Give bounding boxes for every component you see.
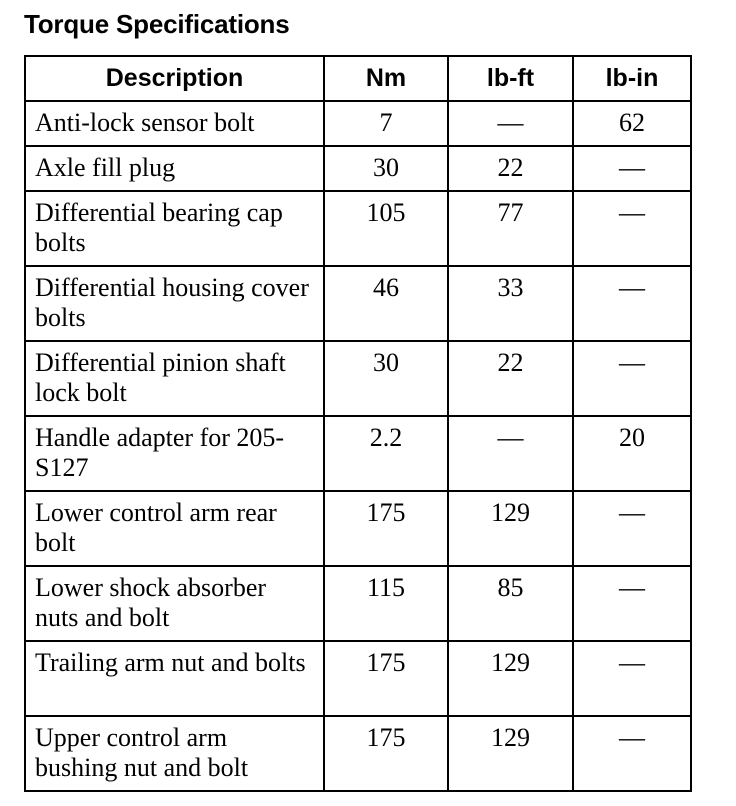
cell-lb-in: — xyxy=(573,266,691,341)
table-row xyxy=(25,266,691,341)
table-row xyxy=(25,416,691,491)
table-row xyxy=(25,101,691,146)
cell-lb-in: 20 xyxy=(573,416,691,491)
cell-lb-ft: — xyxy=(448,416,573,491)
table-header-row xyxy=(25,56,691,101)
cell-lb-ft: 33 xyxy=(448,266,573,341)
cell-lb-in: — xyxy=(573,641,691,716)
cell-nm: 46 xyxy=(324,266,448,341)
cell-nm: 115 xyxy=(324,566,448,641)
cell-nm: 2.2 xyxy=(324,416,448,491)
cell-nm: 175 xyxy=(324,491,448,566)
cell-description: Differential pinion shaft lock bolt xyxy=(25,341,324,416)
cell-description: Handle adapter for 205-S127 xyxy=(25,416,324,491)
cell-lb-ft: 85 xyxy=(448,566,573,641)
cell-lb-ft: 22 xyxy=(448,341,573,416)
cell-nm: 175 xyxy=(324,716,448,791)
cell-lb-ft: 22 xyxy=(448,146,573,191)
cell-description: Axle fill plug xyxy=(25,146,324,191)
cell-lb-ft: — xyxy=(448,101,573,146)
header-lb-in: lb-in xyxy=(573,56,691,101)
torque-spec-table xyxy=(24,55,692,792)
header-description: Description xyxy=(25,56,324,101)
cell-description: Differential bearing cap bolts xyxy=(25,191,324,266)
cell-nm: 7 xyxy=(324,101,448,146)
cell-lb-in: — xyxy=(573,491,691,566)
cell-description: Trailing arm nut and bolts xyxy=(25,641,324,716)
cell-description: Lower shock absorber nuts and bolt xyxy=(25,566,324,641)
table-row xyxy=(25,191,691,266)
cell-lb-ft: 77 xyxy=(448,191,573,266)
page-title: Torque Specifications xyxy=(24,9,290,39)
table-row xyxy=(25,716,691,791)
cell-lb-in: — xyxy=(573,191,691,266)
cell-lb-in: — xyxy=(573,566,691,641)
cell-lb-in: — xyxy=(573,341,691,416)
cell-lb-ft: 129 xyxy=(448,716,573,791)
cell-description: Anti-lock sensor bolt xyxy=(25,101,324,146)
cell-lb-in: — xyxy=(573,716,691,791)
cell-lb-ft: 129 xyxy=(448,641,573,716)
cell-nm: 30 xyxy=(324,146,448,191)
table-row xyxy=(25,491,691,566)
cell-nm: 175 xyxy=(324,641,448,716)
cell-lb-in: 62 xyxy=(573,101,691,146)
header-nm: Nm xyxy=(324,56,448,101)
table-row xyxy=(25,146,691,191)
header-lb-ft: lb-ft xyxy=(448,56,573,101)
cell-lb-in: — xyxy=(573,146,691,191)
cell-description: Lower control arm rear bolt xyxy=(25,491,324,566)
cell-nm: 30 xyxy=(324,341,448,416)
cell-description: Differential housing cover bolts xyxy=(25,266,324,341)
cell-nm: 105 xyxy=(324,191,448,266)
table-row xyxy=(25,566,691,641)
table-row xyxy=(25,341,691,416)
cell-lb-ft: 129 xyxy=(448,491,573,566)
cell-description: Upper control arm bushing nut and bolt xyxy=(25,716,324,791)
table-row xyxy=(25,641,691,716)
